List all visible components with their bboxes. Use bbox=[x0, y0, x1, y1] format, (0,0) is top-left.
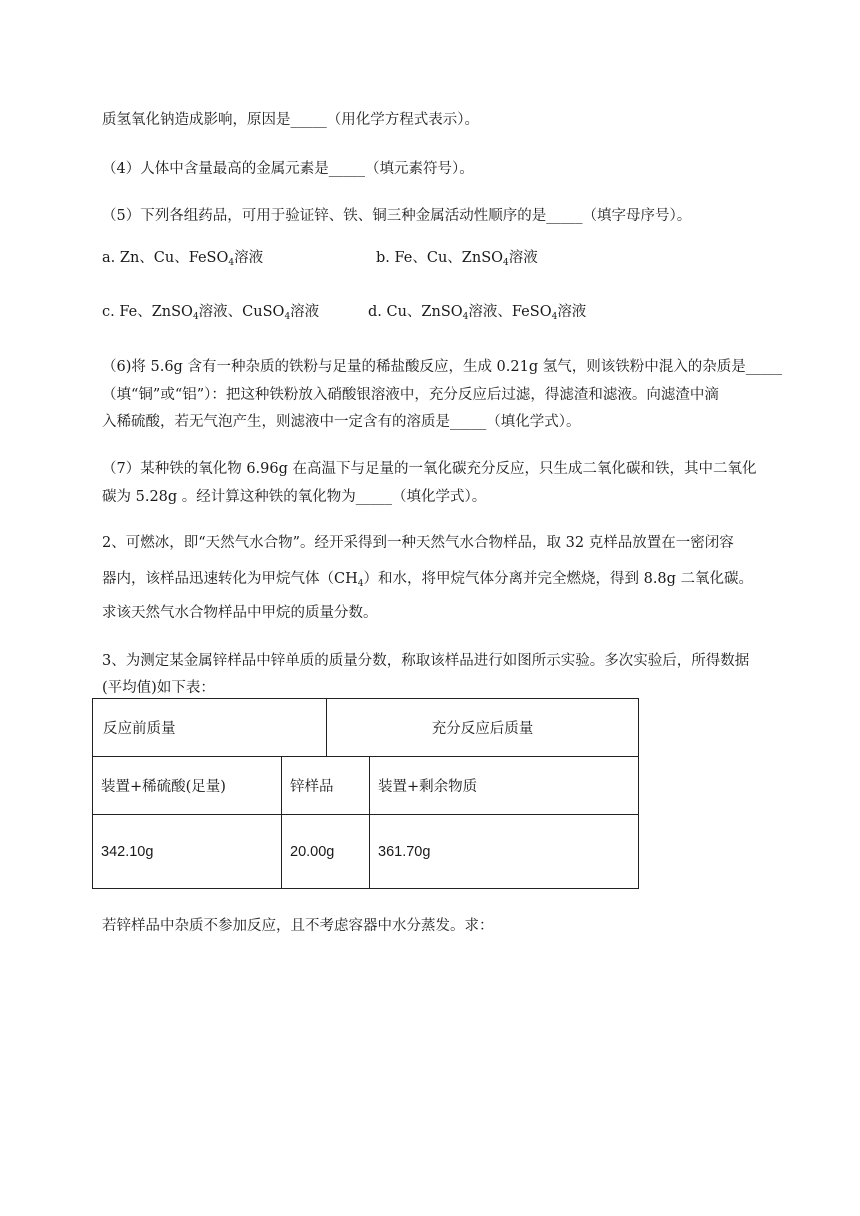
option-b-post: 溶液 bbox=[508, 250, 538, 266]
text-line-footer: 若锌样品中杂质不参加反应，且不考虑容器中水分蒸发。求： bbox=[102, 918, 494, 934]
option-c bbox=[102, 300, 319, 321]
header-before: 反应前质量 bbox=[93, 699, 327, 757]
option-d-mid: 溶液、FeSO bbox=[468, 304, 552, 320]
text-line-q1-5: （5）下列各组药品，可用于验证锌、铁、铜三种金属活动性顺序的是_____（填字母序号）。 bbox=[102, 208, 692, 224]
option-a-sub: 4 bbox=[228, 258, 235, 268]
header-after: 充分反应后质量 bbox=[327, 699, 639, 757]
text-line-q1-6b: （填“铜”或“铝”）：把这种铁粉放入硝酸银溶液中，充分反应后过滤，得滤渣和滤液。向滤渣中滴 bbox=[102, 387, 719, 403]
option-a bbox=[102, 246, 263, 267]
text-line-q1-4: （4）人体中含量最高的金属元素是_____（填元素符号）。 bbox=[102, 161, 474, 177]
option-c-mid: 溶液、CuSO bbox=[198, 304, 285, 320]
value-remaining: 361.70g bbox=[370, 815, 639, 889]
table-row bbox=[93, 815, 639, 889]
option-c-post: 溶液 bbox=[290, 304, 320, 320]
text-line-q1-6c: 入稀硫酸，若无气泡产生，则滤液中一定含有的溶质是_____（填化学式）。 bbox=[102, 414, 581, 430]
option-a-pre: a. Zn、Cu、FeSO bbox=[102, 250, 229, 266]
option-d bbox=[368, 300, 586, 321]
table-subheader-row bbox=[93, 757, 639, 815]
col-header-zinc: 锌样品 bbox=[282, 757, 370, 815]
col-header-remaining: 装置+剩余物质 bbox=[370, 757, 639, 815]
text-line-q2a: 2、可燃冰，即“天然气水合物”。经开采得到一种天然气水合物样品，取 32 克样品放置在一密闭容 bbox=[102, 535, 734, 551]
option-d-pre: d. Cu、ZnSO bbox=[368, 304, 463, 320]
table-header-row bbox=[93, 699, 639, 757]
text-line-q1-7b: 碳为 5.28g 。经计算这种铁的氧化物为_____（填化学式）。 bbox=[102, 489, 487, 505]
text-line-q1-7a: （7）某种铁的氧化物 6.96g 在高温下与足量的一氧化碳充分反应，只生成二氧化碳和铁，其中二氧化 bbox=[102, 461, 757, 477]
option-d-post: 溶液 bbox=[557, 304, 587, 320]
q2b-pre: 器内，该样品迅速转化为甲烷气体（CH bbox=[102, 571, 358, 587]
text-line-q3b: (平均值)如下表： bbox=[102, 680, 215, 696]
option-c-sub1: 4 bbox=[192, 312, 199, 322]
option-d-sub1: 4 bbox=[462, 312, 469, 322]
text-line-q1-6a: （6)将 5.6g 含有一种杂质的铁粉与足量的稀盐酸反应，生成 0.21g 氢气，则该铁粉中混入的杂质是_____ bbox=[102, 359, 782, 375]
option-c-sub2: 4 bbox=[284, 312, 291, 322]
text-line-q1-cont: 质氢氧化钠造成影响，原因是_____（用化学方程式表示）。 bbox=[102, 112, 479, 128]
q2b-sub: 4 bbox=[357, 579, 364, 589]
text-line-q2b bbox=[102, 567, 753, 588]
data-table bbox=[92, 698, 639, 889]
option-b-sub: 4 bbox=[503, 258, 509, 268]
option-b bbox=[376, 246, 538, 267]
q2b-post: ）和水，将甲烷气体分离并完全燃烧，得到 8.8g 二氧化碳。 bbox=[363, 571, 754, 587]
text-line-q2c: 求该天然气水合物样品中甲烷的质量分数。 bbox=[102, 605, 378, 621]
option-a-post: 溶液 bbox=[234, 250, 264, 266]
value-acid: 342.10g bbox=[93, 815, 282, 889]
option-c-pre: c. Fe、ZnSO bbox=[102, 304, 193, 320]
option-d-sub2: 4 bbox=[551, 312, 558, 322]
col-header-acid: 装置+稀硫酸(足量) bbox=[93, 757, 282, 815]
text-line-q3a: 3、为测定某金属锌样品中锌单质的质量分数，称取该样品进行如图所示实验。多次实验后，所得数据 bbox=[102, 653, 750, 669]
option-b-pre: b. Fe、Cu、ZnSO bbox=[376, 250, 504, 266]
value-zinc: 20.00g bbox=[282, 815, 370, 889]
